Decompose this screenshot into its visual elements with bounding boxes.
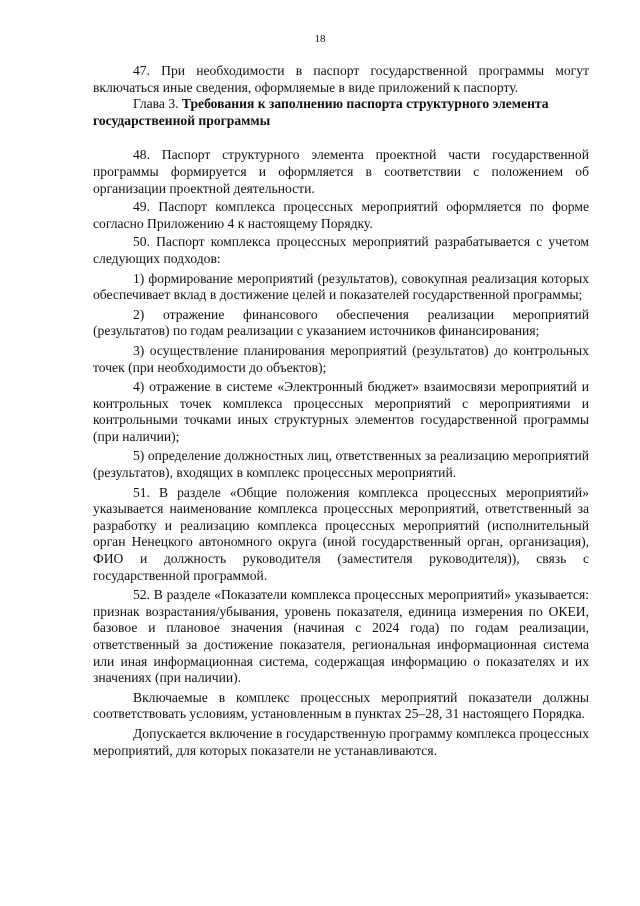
- paragraph-49: 49. Паспорт комплекса процессных мероприятий оформляется по форме согласно Приложению 4 к настоящему Порядку.: [93, 199, 589, 231]
- chapter-heading: [93, 96, 589, 129]
- paragraph-52-exception: Допускается включение в государственную программу комплекса процессных мероприятий, для которых показатели не устанавливаются.: [93, 725, 589, 758]
- page-number: 18: [314, 33, 326, 45]
- list-item-4: 4) отражение в системе «Электронный бюджет» взаимосвязи мероприятий и контрольных точек комплекса процессных мероприятий с мероприятиями и контрольными точками иных структурных элементов государственной программы (при наличии);: [93, 379, 589, 444]
- paragraph-48: 48. Паспорт структурного элемента проектной части государственной программы формируется и оформляется в соответствии с положением об организации проектной деятельности.: [93, 147, 589, 196]
- list-item-2: 2) отражение финансового обеспечения реализации мероприятий (результатов) по годам реализации с указанием источников финансирования;: [93, 306, 589, 339]
- paragraph-51: 51. В разделе «Общие положения комплекса процессных мероприятий» указывается наименование комплекса процессных мероприятий, ответственный за разработку и реализацию комплекса процессных мероприятий (исполнительный орган Ненецкого автономного округа (иной государственный орган, организация), ФИО и должность руководителя (заместителя руководителя)), связь с государственной программой.: [93, 484, 589, 583]
- paragraph-52-indicators: Включаемые в комплекс процессных мероприятий показатели должны соответствовать условиям, установленным в пунктах 25–28, 31 настоящего Порядка.: [93, 689, 589, 722]
- paragraph-50: 50. Паспорт комплекса процессных мероприятий разрабатывается с учетом следующих подходов:: [93, 234, 589, 266]
- paragraph-52: 52. В разделе «Показатели комплекса процессных мероприятий» указывается: признак возрастания/убывания, уровень показателя, единица измерения по ОКЕИ, базовое и плановое значения (начиная с 2024 года) по годам реализации, ответственный за достижение показателя, региональная информационная система или иная информационная система, содержащая информацию о показателях и их значениях (при наличии).: [93, 587, 589, 686]
- list-item-1: 1) формирование мероприятий (результатов), совокупная реализация которых обеспечивает вклад в достижение целей и показателей государственной программы;: [93, 270, 589, 303]
- document-body: [93, 63, 589, 759]
- paragraph-47: 47. При необходимости в паспорт государственной программы могут включаться иные сведения, оформляемые в виде приложений к паспорту.: [93, 63, 589, 95]
- list-item-3: 3) осуществление планирования мероприятий (результатов) до контрольных точек (при необходимости до объектов);: [93, 342, 589, 375]
- chapter-number: Глава 3.: [133, 96, 182, 112]
- chapter-title: Требования к заполнению паспорта структурного элемента государственной программы: [93, 96, 549, 128]
- list-item-5: 5) определение должностных лиц, ответственных за реализацию мероприятий (результатов), входящих в комплекс процессных мероприятий.: [93, 448, 589, 481]
